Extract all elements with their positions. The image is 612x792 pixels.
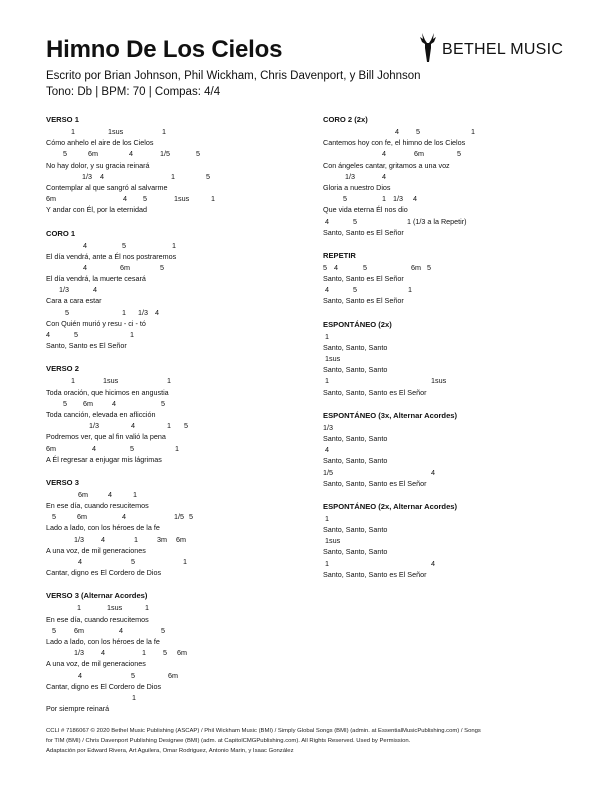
- chord: 4: [119, 625, 123, 635]
- chord-line: [46, 443, 296, 454]
- chord-line: [323, 535, 573, 546]
- chord-line: [323, 284, 573, 295]
- chord: 1sus: [325, 354, 341, 363]
- lyric-line: A una voz, de mil generaciones: [46, 659, 146, 669]
- chord: 1: [130, 330, 134, 339]
- chord: 1: [325, 331, 329, 341]
- chord: 1/3: [59, 285, 69, 295]
- chord: 1sus: [108, 127, 124, 136]
- lyric-line: Gloria a nuestro Dios: [323, 182, 391, 192]
- chord-line: [323, 262, 573, 273]
- chord: 1/3: [82, 171, 92, 181]
- chord-line: [46, 307, 296, 318]
- chord: 5: [363, 262, 367, 272]
- lyric-line: Toda canción, elevada en aflicción: [46, 409, 156, 419]
- chord: 1sus: [107, 603, 123, 613]
- chord-line: [323, 148, 573, 159]
- chord-line: [46, 489, 296, 500]
- lyric-line: Toda oración, que hicimos en angustia: [46, 387, 169, 397]
- chord: 4: [100, 171, 104, 181]
- chord-line: [46, 420, 296, 431]
- chord: 5: [122, 240, 126, 250]
- chord: 1: [175, 443, 179, 453]
- chord-line: [46, 670, 296, 681]
- chord: 1: [325, 558, 329, 568]
- chord: 1: [211, 194, 215, 204]
- chord: 6m: [88, 149, 98, 159]
- section-title: VERSO 3: [46, 477, 79, 487]
- lyric-line: Y andar con Él, por la eternidad: [46, 205, 147, 215]
- chord: 1/3: [74, 534, 84, 544]
- lyric-line: Que vida eterna Él nos dio: [323, 205, 408, 215]
- chord: 1: [71, 127, 75, 136]
- chord: 4: [123, 194, 127, 204]
- chord: 1: [408, 285, 412, 295]
- lyric-line: A Él regresar a enjugar mis lágrimas: [46, 454, 162, 464]
- chord: 5: [161, 398, 165, 408]
- footer-line: Adaptación por Edward Rivera, Art Aguilera, Omar Rodriguez, Antonio Marin, y Isaac González: [46, 748, 294, 754]
- lyric-line: Cómo anhelo el aire de los Cielos: [46, 138, 154, 148]
- chord: 1sus: [174, 194, 190, 204]
- chord: 5: [353, 216, 357, 226]
- chord: 1: [132, 692, 136, 702]
- lyric-line: Santo, Santo, Santo: [323, 525, 388, 535]
- chord: 1: [167, 376, 171, 386]
- chord-line: [323, 193, 573, 204]
- song-title: Himno De Los Cielos: [46, 36, 283, 63]
- chord-line: [323, 216, 573, 227]
- chord: 1sus: [431, 376, 447, 386]
- chord: 1 (1/3 a la Repetir): [407, 216, 467, 226]
- song-section: [323, 250, 573, 307]
- chord-line: [46, 692, 296, 703]
- chord-line: [323, 375, 573, 386]
- lyric-line: Cantar, digno es El Cordero de Dios: [46, 568, 162, 578]
- chord-line: [46, 398, 296, 409]
- song-section: [46, 477, 296, 579]
- section-title: ESPONTÁNEO (3x, Alternar Acordes): [323, 410, 458, 420]
- chord: 1: [325, 513, 329, 523]
- song-info: Tono: Db | BPM: 70 | Compas: 4/4: [46, 86, 221, 98]
- lyric-line: A una voz, de mil generaciones: [46, 545, 146, 555]
- chord: 4: [325, 445, 329, 455]
- song-section: [323, 410, 573, 489]
- chord-line: [323, 422, 573, 433]
- chord-line: [323, 126, 573, 137]
- left-column: [46, 114, 296, 726]
- lyric-line: Por siempre reinará: [46, 704, 110, 714]
- chord: 1/5: [174, 512, 184, 522]
- chord: 1: [71, 376, 75, 386]
- chord: 4: [78, 557, 82, 566]
- chord: 4: [101, 648, 105, 658]
- chord: 5: [74, 330, 78, 339]
- song-section: [46, 590, 296, 714]
- chord: 1sus: [325, 536, 341, 546]
- lyric-line: En ese día, cuando resucitemos: [46, 501, 149, 511]
- chord: 4: [122, 512, 126, 522]
- chord: 5: [353, 285, 357, 295]
- section-title: REPETIR: [323, 250, 356, 260]
- lyric-line: El día vendrá, la muerte cesará: [46, 274, 146, 284]
- chord: 4: [93, 285, 97, 295]
- publisher-logo: [418, 30, 568, 70]
- chord: 5: [143, 194, 147, 204]
- section-title: ESPONTÁNEO (2x): [323, 319, 392, 329]
- chord: 1/3: [393, 194, 403, 204]
- chord: 6m: [46, 443, 56, 453]
- chord-line: [46, 262, 296, 273]
- publisher-logo-text: BETHEL MUSIC: [442, 41, 564, 58]
- chord: 6m: [177, 648, 187, 658]
- chord: 1: [77, 603, 81, 613]
- chord: 4: [325, 285, 329, 295]
- lyric-line: Contemplar al que sangró al salvarme: [46, 182, 168, 192]
- lyric-line: Santo, Santo, Santo: [323, 433, 388, 443]
- lyric-line: Cantemos hoy con fe, el himno de los Cielos: [323, 138, 466, 148]
- chord: 4: [155, 307, 159, 317]
- chord: 1sus: [103, 376, 119, 386]
- chord: 5: [65, 307, 69, 317]
- chord: 4: [382, 149, 386, 159]
- chord-line: [323, 353, 573, 364]
- lyric-line: No hay dolor, y su gracia reinará: [46, 160, 150, 170]
- lyric-line: Santo, Santo, Santo es El Señor: [323, 478, 427, 488]
- deer-head-icon: [418, 32, 438, 66]
- chord-line: [46, 534, 296, 545]
- song-writers: Escrito por Brian Johnson, Phil Wickham, Chris Davenport, y Bill Johnson: [46, 70, 421, 82]
- section-title: CORO 2 (2x): [323, 115, 368, 124]
- chord: 5: [189, 512, 193, 522]
- chord: 1: [183, 557, 187, 566]
- chord: 5: [323, 262, 327, 272]
- chord: 6m: [74, 625, 84, 635]
- section-title: VERSO 2: [46, 364, 79, 374]
- chord-line: [323, 513, 573, 524]
- chord: 4: [129, 149, 133, 159]
- section-title: VERSO 3 (Alternar Acordes): [46, 591, 148, 601]
- chord: 4: [78, 670, 82, 680]
- chord: 6m: [78, 489, 88, 499]
- chord: 5: [457, 149, 461, 159]
- chord: 4: [431, 467, 435, 477]
- chord: 3m: [157, 534, 167, 544]
- lyric-line: Cantar, digno es El Cordero de Dios: [46, 681, 162, 691]
- lyric-line: Santo, Santo es El Señor: [323, 274, 404, 284]
- lyric-line: Santo, Santo es El Señor: [323, 296, 404, 306]
- chord-line: [46, 375, 296, 386]
- chord: 1: [122, 307, 126, 317]
- song-section: [46, 114, 296, 216]
- chord: 1/3: [74, 648, 84, 658]
- copyright-footer: [46, 726, 566, 756]
- lyric-line: Cara a cara estar: [46, 296, 102, 306]
- song-section: [323, 501, 573, 580]
- chord: 1: [172, 240, 176, 250]
- chord: 5: [131, 670, 135, 680]
- chord: 1: [171, 171, 175, 181]
- chord-line: [46, 556, 296, 567]
- lyric-line: Santo, Santo, Santo es El Señor: [323, 569, 427, 579]
- chord: 1/3: [345, 171, 355, 181]
- song-section: [323, 319, 573, 398]
- chord: 6m: [46, 194, 56, 204]
- chord: 5: [206, 171, 210, 181]
- footer-line: CCLI # 7186067 © 2020 Bethel Music Publishing (ASCAP) / Phil Wickham Music (BMI) / Simply Global Songs (BMI) (admin. at EssentialMusicPublishing.com) / Songs: [46, 728, 481, 734]
- song-section: [46, 363, 296, 465]
- chord: 5: [63, 398, 67, 408]
- lyric-line: Santo, Santo es El Señor: [323, 227, 404, 237]
- chord-line: [323, 171, 573, 182]
- chord: 6m: [120, 262, 130, 272]
- chord: 5: [196, 149, 200, 159]
- chord-line: [46, 126, 296, 137]
- chord-line: [323, 444, 573, 455]
- chord: 1: [471, 127, 475, 136]
- chord: 4: [112, 398, 116, 408]
- chord-line: [46, 148, 296, 159]
- chord: 4: [108, 489, 112, 499]
- chord-line: [46, 193, 296, 204]
- chord-line: [46, 329, 296, 340]
- chord: 1: [162, 127, 166, 136]
- section-title: CORO 1: [46, 228, 76, 238]
- lyric-line: El día vendrá, ante a Él nos postraremos: [46, 251, 177, 261]
- chord: 4: [325, 216, 329, 226]
- chord: 1: [382, 194, 386, 204]
- chord: 4: [83, 262, 87, 272]
- chord: 1/3: [323, 422, 333, 432]
- chord: 5: [161, 625, 165, 635]
- chord: 4: [101, 534, 105, 544]
- lyric-line: En ese día, cuando resucitemos: [46, 614, 149, 624]
- section-title: ESPONTÁNEO (2x, Alternar Acordes): [323, 501, 458, 511]
- chord-line: [46, 647, 296, 658]
- chord: 5: [160, 262, 164, 272]
- lyric-line: Santo, Santo, Santo: [323, 365, 388, 375]
- chord: 5: [163, 648, 167, 658]
- chord: 6m: [411, 262, 421, 272]
- chord: 6m: [176, 534, 186, 544]
- chord: 1/3: [89, 421, 99, 431]
- lyric-line: Santo, Santo, Santo: [323, 342, 388, 352]
- chord: 1/5: [323, 467, 333, 477]
- chord: 1/5: [160, 149, 170, 159]
- chord: 4: [92, 443, 96, 453]
- section-title: VERSO 1: [46, 115, 79, 124]
- lyric-line: Santo, Santo, Santo: [323, 547, 388, 557]
- lyric-line: Con ángeles cantar, gritamos a una voz: [323, 160, 450, 170]
- chord-line: [46, 602, 296, 613]
- chord: 4: [431, 558, 435, 568]
- chord: 4: [334, 262, 338, 272]
- lyric-line: Lado a lado, con los héroes de la fe: [46, 523, 160, 533]
- chord-line: [46, 240, 296, 251]
- chord: 1: [145, 603, 149, 613]
- chord-line: [323, 558, 573, 569]
- chord: 6m: [414, 149, 424, 159]
- chord: 5: [343, 194, 347, 204]
- chord: 1: [142, 648, 146, 658]
- chord: 4: [395, 127, 399, 136]
- chord: 5: [52, 512, 56, 522]
- chord: 6m: [168, 670, 178, 680]
- chord: 1/3: [138, 307, 148, 317]
- lyric-line: Santo, Santo, Santo: [323, 456, 388, 466]
- chord: 5: [416, 127, 420, 136]
- chord: 5: [131, 557, 135, 566]
- chord-line: [46, 171, 296, 182]
- chord: 5: [184, 421, 188, 431]
- lyric-line: Lado a lado, con los héroes de la fe: [46, 636, 160, 646]
- chord-line: [46, 511, 296, 522]
- chord: 6m: [77, 512, 87, 522]
- song-section: [323, 114, 573, 238]
- chord: 4: [83, 240, 87, 250]
- chord: 5: [52, 625, 56, 635]
- chord-line: [46, 625, 296, 636]
- lyric-line: Podremos ver, que al fin valió la pena: [46, 432, 166, 442]
- chord: 6m: [83, 398, 93, 408]
- chord: 1: [167, 421, 171, 431]
- chord: 4: [46, 330, 50, 339]
- chord-line: [323, 467, 573, 478]
- chord: 5: [63, 149, 67, 159]
- chord: 1: [325, 376, 329, 386]
- chord: 1: [133, 489, 137, 499]
- chord: 1: [134, 534, 138, 544]
- chord: 4: [382, 171, 386, 181]
- chord-line: [323, 331, 573, 342]
- song-section: [46, 228, 296, 352]
- lyric-line: Santo, Santo es El Señor: [46, 341, 127, 351]
- chord: 5: [427, 262, 431, 272]
- chord: 4: [131, 421, 135, 431]
- right-column: [323, 114, 573, 592]
- chord-line: [46, 284, 296, 295]
- chord: 5: [130, 443, 134, 453]
- lyric-line: Santo, Santo, Santo es El Señor: [323, 387, 427, 397]
- footer-line: for TIM (BMI) / Chris Davenport Publishing Designee (BMI) (adm. at CapitolCMGPublishing.com). All Rights Reserved. Used by Permission.: [46, 738, 411, 744]
- chord: 4: [413, 194, 417, 204]
- lyric-line: Con Quién murió y resu - ci - tó: [46, 318, 146, 328]
